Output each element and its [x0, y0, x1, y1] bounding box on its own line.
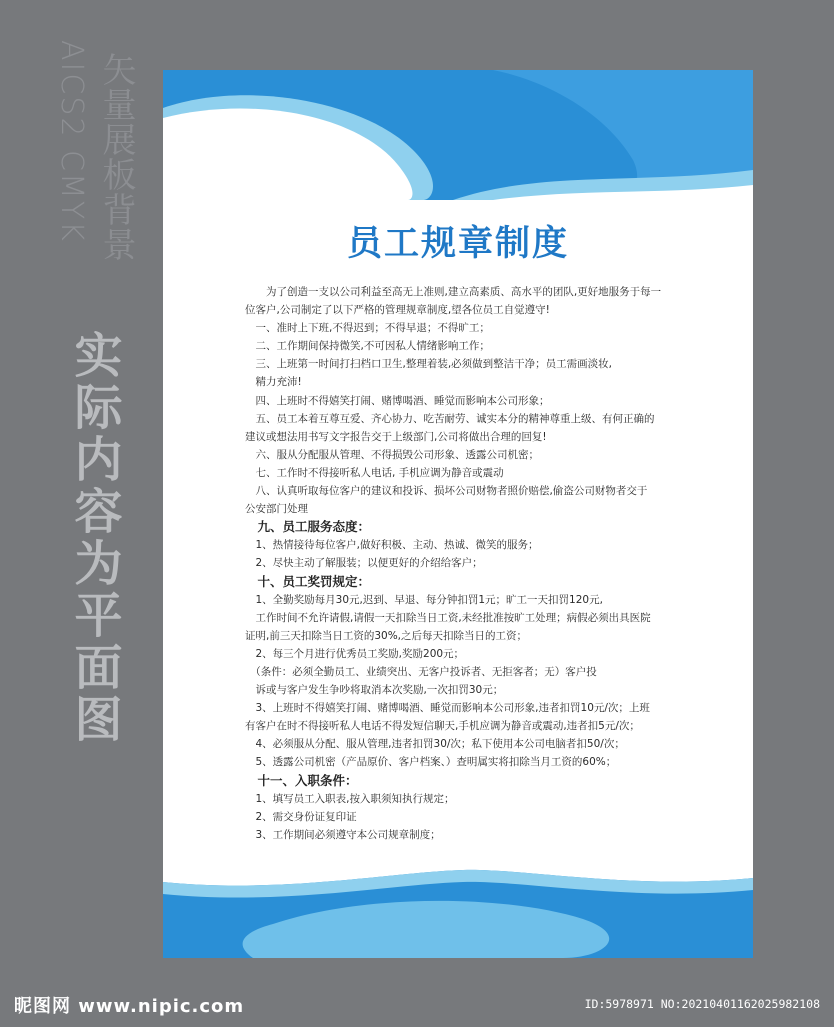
rules-body [245, 283, 723, 844]
rule-line: 3、工作期间必须遵守本公司规章制度； [245, 828, 441, 841]
rule-line: 四、上班时不得嬉笑打闹、赌博喝酒、睡觉而影响本公司形象； [245, 394, 550, 407]
rule-line: 为了创造一支以公司利益至高无上准则,建立高素质、高水平的团队,更好地服务于每一 [245, 286, 662, 298]
rule-line: 1、全勤奖励每月30元,迟到、早退、每分钟扣罚1元；旷工一天扣罚120元, [245, 593, 603, 606]
page-title: 员工规章制度 [346, 224, 569, 264]
rule-line: 1、填写员工入职表,按入职须知执行规定； [245, 792, 455, 805]
rule-line: 七、工作时不得接听私人电话, 手机应调为静音或震动 [245, 466, 504, 479]
bottom-wave-decoration [163, 864, 753, 958]
rule-line: 4、必须服从分配、服从管理,违者扣罚30/次；私下使用本公司电脑者扣50/次； [245, 738, 625, 751]
rule-line: 5、透露公司机密（产品原价、客户档案、）查明属实将扣除当月工资的60%； [245, 756, 617, 769]
rule-line: 六、服从分配服从管理、不得损毁公司形象、透露公司机密； [245, 448, 539, 461]
section-heading: 十、员工奖罚规定： [245, 573, 371, 589]
rule-line: 一、准时上下班,不得迟到；不得早退；不得旷工； [245, 322, 490, 335]
top-wave-decoration [163, 70, 753, 200]
side-label-format: AICS2 CMYK [54, 40, 89, 243]
rule-line: 位客户,公司制定了以下严格的管理规章制度,望各位员工自觉遵守! [245, 304, 550, 317]
section-heading: 九、员工服务态度： [245, 519, 371, 535]
section-heading: 十一、入职条件： [245, 772, 358, 788]
rule-line: 公安部门处理 [245, 503, 308, 516]
side-label-note: 实际内容为平面图 [66, 330, 122, 746]
rule-line: 精力充沛! [245, 376, 302, 389]
rule-line: 2、尽快主动了解服装；以便更好的介绍给客户； [245, 557, 483, 570]
rule-line: 有客户在时不得接听私人电话不得发短信聊天,手机应调为静音或震动,违者扣5元/次； [245, 720, 640, 733]
rule-line: 证明,前三天扣除当日工资的30%,之后每天扣除当日的工资； [245, 629, 528, 642]
rule-line: 2、需交身份证复印证 [245, 810, 357, 823]
footer-logo: 昵图网 www.nipic.com [14, 996, 245, 1017]
rule-line: （条件：必须全勤员工、业绩突出、无客户投诉者、无拒客者；无）客户投 [245, 665, 597, 678]
rule-line: 二、工作期间保持微笑,不可因私人情绪影响工作； [245, 340, 490, 353]
rule-line: 五、员工本着互尊互爱、齐心协力、吃苦耐劳、诚实本分的精神尊重上级、有何正确的 [245, 412, 655, 425]
rule-line: 诉或与客户发生争吵将取消本次奖励,一次扣罚30元； [245, 684, 504, 697]
side-label-category: 矢量展板背景 [96, 52, 136, 262]
footer-image-id: ID:5978971 NO:20210401162025982108 [584, 997, 820, 1011]
rule-line: 工作时间不允许请假,请假一天扣除当日工资,未经批准按旷工处理；病假必须出具医院 [245, 611, 651, 624]
rule-line: 建议或想法用书写文字报告交于上级部门,公司将做出合理的回复! [245, 430, 547, 443]
rule-line: 3、上班时不得嬉笑打闹、赌博喝酒、睡觉而影响本公司形象,违者扣罚10元/次；上班 [245, 702, 650, 715]
rule-line: 八、认真听取每位客户的建议和投诉、损坏公司财物者照价赔偿,偷盗公司财物者交于 [245, 485, 648, 498]
rules-poster [163, 70, 753, 958]
rule-line: 2、每三个月进行优秀员工奖励,奖励200元； [245, 647, 465, 660]
rule-line: 三、上班第一时间打扫档口卫生,整理着装,必须做到整洁干净；员工需画淡妆, [245, 358, 613, 371]
rule-line: 1、热情接待每位客户,做好积极、主动、热诚、微笑的服务； [245, 539, 539, 552]
